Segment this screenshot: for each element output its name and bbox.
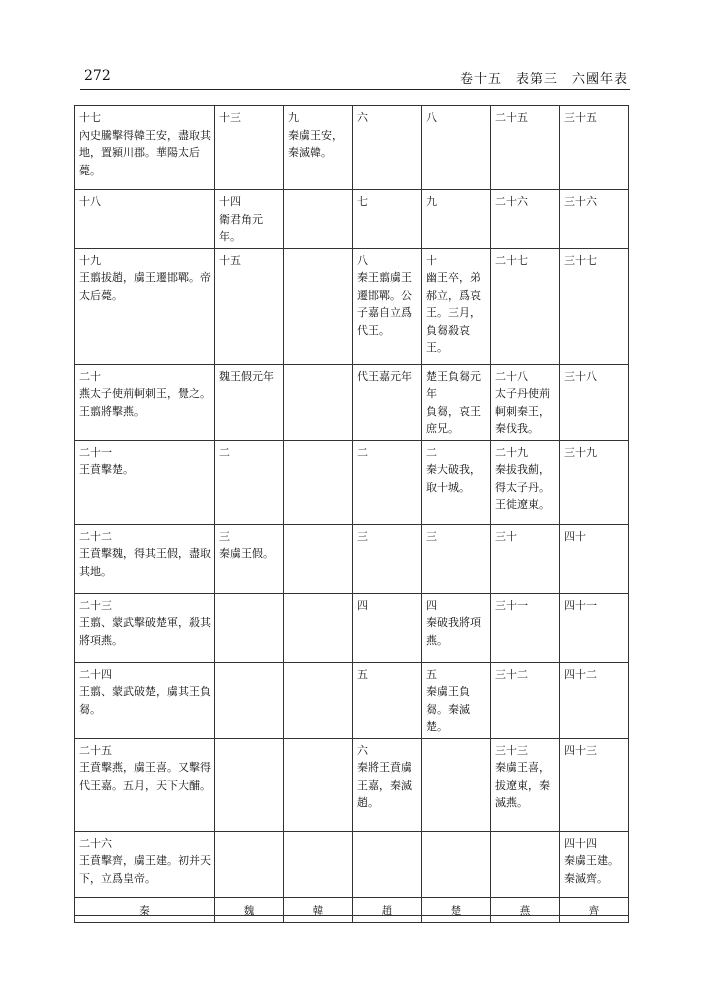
cell-event: 王賁擊魏，得其王假，盡取其地。 [79,547,211,578]
cell-wei [215,190,284,249]
cell-event: 衛君角元年。 [219,212,263,243]
cell-qi: 三十九 [560,440,629,524]
cell-wei [215,593,284,662]
table-row [75,190,629,249]
cell-zhao: 代王嘉元年 [353,364,422,440]
state-names-footer [74,897,629,923]
cell-year: 十七 [79,111,101,124]
footer-state-zhao: 趙 [353,898,422,923]
cell-event: 王賁擊齊，虜王建。初并天下，立爲皇帝。 [79,854,211,885]
cell-qin [75,593,215,662]
table-row [75,738,629,831]
cell-zhao [353,738,422,831]
cell-chu [422,440,491,524]
cell-year: 二十九 [495,445,528,459]
footer-state-wei: 魏 [215,898,284,923]
cell-event: 秦虜王安，秦滅韓。 [288,128,343,159]
cell-yan: 二十五 [491,106,560,190]
cell-year: 八 [357,253,368,267]
cell-event: 秦虜王假。 [219,547,274,560]
table-row [75,524,629,593]
table-row [75,662,629,738]
cell-year: 四十四 [564,836,597,850]
cell-zhao [353,248,422,364]
cell-han [284,248,353,364]
cell-event: 王賁擊楚。 [79,463,134,476]
page-number: 272 [84,68,111,84]
cell-qin [75,106,215,190]
cell-year: 十九 [79,253,101,267]
cell-event: 太子丹使荊軻刺秦王，秦伐我。 [495,387,550,435]
cell-wei [215,524,284,593]
cell-qin [75,662,215,738]
cell-yan: 三十二 [491,662,560,738]
cell-year: 二十一 [79,445,112,459]
table-row [75,106,629,190]
cell-year: 二 [426,445,437,459]
cell-zhao: 四 [353,593,422,662]
table-row [75,248,629,364]
cell-han [284,738,353,831]
cell-han [284,106,353,190]
cell-event: 燕太子使荊軻刺王，覺之。王翦將擊燕。 [79,387,211,418]
cell-wei: 二 [215,440,284,524]
cell-qin: 十八 [75,190,215,249]
header-rule [80,89,630,90]
cell-year: 二十四 [79,667,112,681]
cell-year: 三十三 [495,743,528,757]
footer-state-chu: 楚 [422,898,491,923]
cell-wei: 十三 [215,106,284,190]
cell-han [284,662,353,738]
cell-event: 秦破我將項燕。 [426,616,481,647]
cell-yan [491,738,560,831]
cell-event: 秦將王賁虜王嘉，秦滅趙。 [357,761,412,809]
cell-zhao: 六 [353,106,422,190]
cell-year: 五 [426,667,437,681]
cell-event: 幽王卒，弟郝立，爲哀王。三月，負芻殺哀王。 [426,271,481,354]
footer-row [75,898,629,923]
cell-year: 六 [357,743,368,757]
cell-year: 十 [426,253,437,267]
cell-chu [422,364,491,440]
cell-event: 秦虜王喜，拔遼東，秦滅燕。 [495,761,550,809]
cell-chu [422,738,491,831]
cell-event: 王翦、蒙武擊破楚軍，殺其將項燕。 [79,616,211,647]
cell-qi: 三十六 [560,190,629,249]
cell-chu: 八 [422,106,491,190]
footer-state-qi: 齊 [560,898,629,923]
cell-qi: 四十三 [560,738,629,831]
cell-event: 秦虜王建。秦滅齊。 [564,854,619,885]
footer-state-qin: 秦 [75,898,215,923]
cell-year: 二十六 [79,836,112,850]
cell-zhao: 三 [353,524,422,593]
cell-year: 十四 [219,195,241,208]
cell-han [284,440,353,524]
cell-qi: 四十一 [560,593,629,662]
cell-wei: 十五 [215,248,284,364]
cell-event: 秦大破我，取十城。 [426,463,481,494]
cell-qi: 四十 [560,524,629,593]
cell-event: 王賁擊燕，虜王喜。又擊得代王嘉。五月，天下大酺。 [79,761,211,792]
six-states-chronology-table [74,105,629,916]
cell-qin [75,364,215,440]
cell-yan: 二十七 [491,248,560,364]
footer-state-han: 韓 [284,898,353,923]
cell-yan: 二十六 [491,190,560,249]
cell-year: 二十三 [79,598,112,612]
cell-chu [422,248,491,364]
cell-event: 秦虜王負芻。秦滅楚。 [426,685,470,733]
cell-year: 九 [288,111,299,124]
cell-year: 二十五 [79,743,112,757]
cell-event: 負芻，哀王庶兄。 [426,404,481,435]
cell-year: 楚王負芻元年 [426,369,481,400]
cell-qin [75,738,215,831]
cell-chu: 九 [422,190,491,249]
table-row [75,593,629,662]
cell-year: 四 [426,598,437,612]
cell-zhao: 五 [353,662,422,738]
cell-qi: 三十五 [560,106,629,190]
cell-yan: 三十一 [491,593,560,662]
cell-year: 三 [219,529,230,543]
cell-event: 王翦、蒙武破楚，虜其王負芻。 [79,685,211,716]
cell-chu [422,662,491,738]
table-row [75,440,629,524]
cell-qi: 三十八 [560,364,629,440]
cell-event: 秦拔我薊，得太子丹。王徙遼東。 [495,463,550,511]
running-title: 卷十五 表第三 六國年表 [459,72,628,87]
cell-chu: 三 [422,524,491,593]
cell-year: 二十二 [79,529,112,543]
cell-yan [491,364,560,440]
cell-qi: 四十二 [560,662,629,738]
cell-yan: 三十 [491,524,560,593]
cell-chu [422,593,491,662]
page-header [84,68,632,88]
table-row [75,364,629,440]
cell-han [284,524,353,593]
cell-han [284,593,353,662]
cell-qi: 三十七 [560,248,629,364]
cell-qin [75,524,215,593]
cell-event: 秦王翦虜王遷邯鄲。公子嘉自立爲代王。 [357,271,412,337]
cell-year: 二十八 [495,369,528,383]
cell-year: 二十 [79,369,101,383]
cell-wei [215,738,284,831]
cell-han [284,364,353,440]
cell-qin [75,440,215,524]
cell-event: 王翦拔趙，虜王遷邯鄲。帝太后薨。 [79,271,211,302]
cell-wei: 魏王假元年 [215,364,284,440]
cell-zhao: 二 [353,440,422,524]
cell-zhao: 七 [353,190,422,249]
cell-wei [215,662,284,738]
footer-state-yan: 燕 [491,898,560,923]
cell-qin [75,248,215,364]
cell-event: 內史騰擊得韓王安，盡取其地，置潁川郡。華陽太后薨。 [79,128,211,177]
cell-han [284,190,353,249]
cell-yan [491,440,560,524]
